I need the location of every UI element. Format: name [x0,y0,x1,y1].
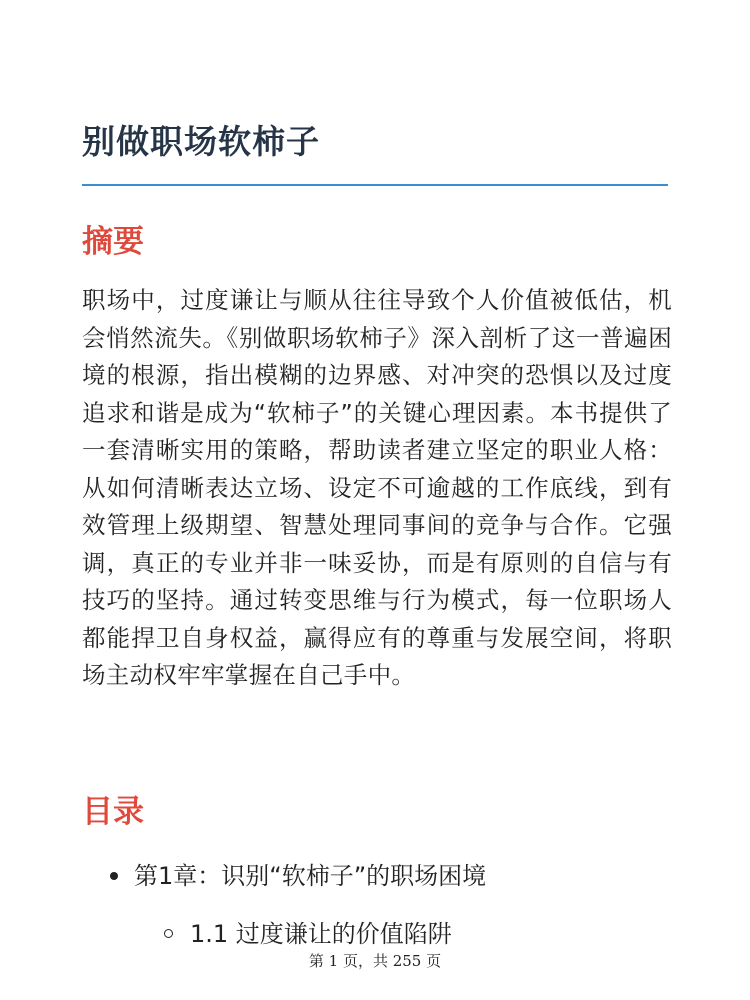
toc-sublist [162,916,452,952]
toc-section-1-1 [162,916,452,952]
document-title: 别做职场软柿子 [82,122,320,161]
page-number-footer: 第 1 页，共 255 页 [308,952,442,970]
summary-paragraph: 职场中，过度谦让与顺从往往导致个人价值被低估，机会悄然流失。《别做职场软柿子》深入剖析了这一普遍困境的根源，指出模糊的边界感、对冲突的恐惧以及过度追求和谐是成为“软柿子”的关键心理因素。本书提供了一套清晰实用的策略，帮助读者建立坚定的职业人格：从如何清晰表达立场、设定不可逾越的工作底线，到有效管理上级期望、智慧处理同事间的竞争与合作。它强调，真正的专业并非一味妥协，而是有原则的自信与有技巧的坚持。通过转变思维与行为模式，每一位职场人都能捍卫自身权益，赢得应有的尊重与发展空间，将职场主动权牢牢掌握在自己手中。 [82,286,672,689]
toc-chapter-label: 第1章：识别“软柿子”的职场困境 [134,862,487,890]
bullet-circle-icon [164,929,173,938]
toc-chapter-1 [110,858,487,948]
toc-list [110,858,487,948]
bullet-disc-icon [110,872,118,880]
toc-section-label: 1.1 过度谦让的价值陷阱 [190,920,452,948]
title-underline-rule [82,184,668,186]
toc-heading: 目录 [82,794,144,830]
summary-heading: 摘要 [82,224,144,260]
